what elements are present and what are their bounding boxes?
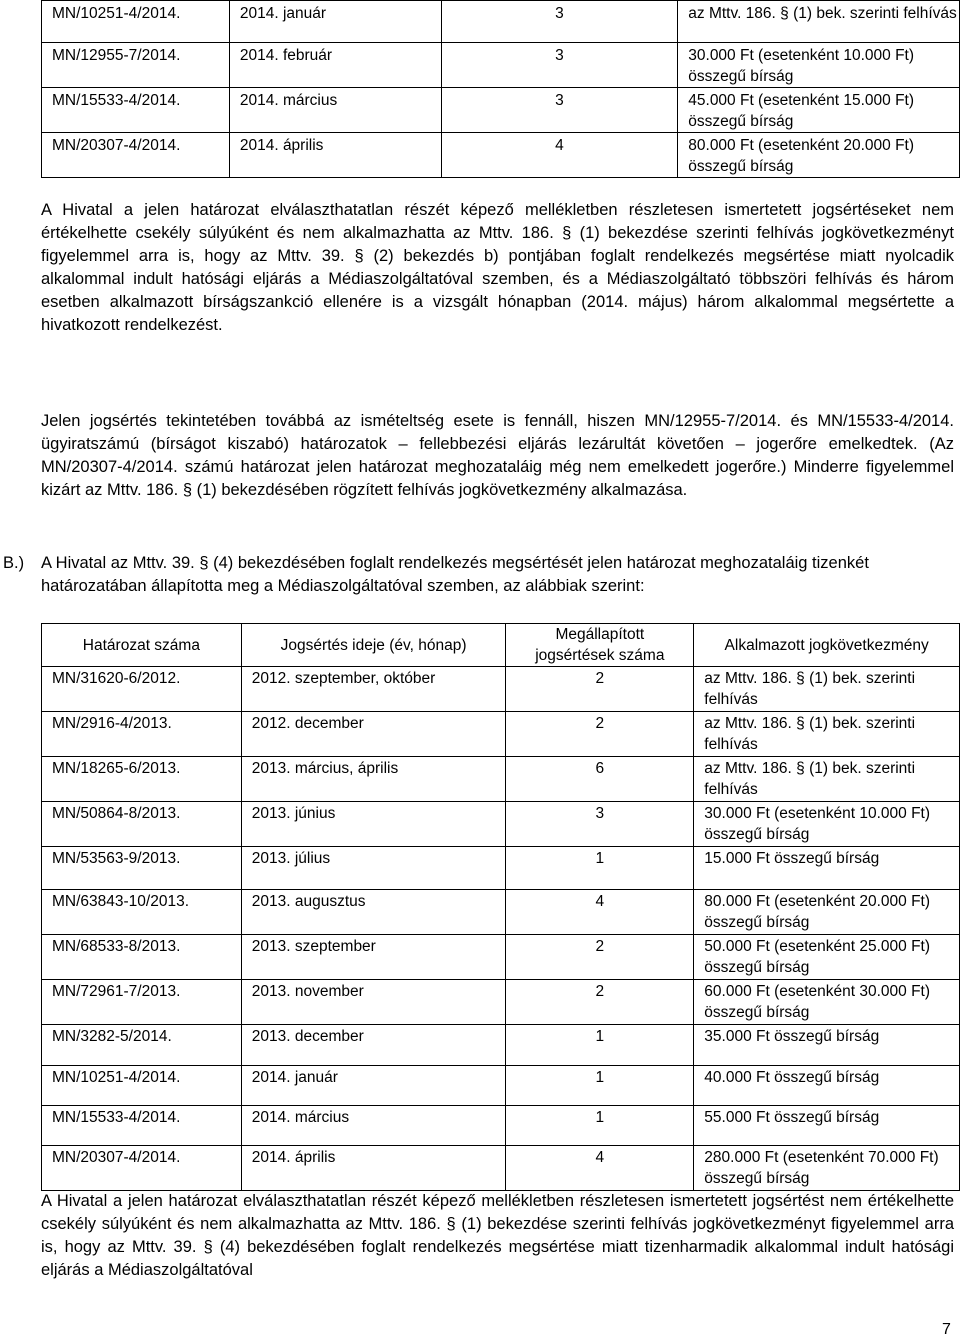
decision-number-cell: MN/20307-4/2014. — [42, 133, 230, 178]
section-b-label: B.) — [3, 554, 25, 572]
table-row — [42, 890, 960, 935]
violation-count-cell: 4 — [441, 133, 678, 178]
table-row — [42, 935, 960, 980]
table-row — [42, 1146, 960, 1191]
sanction-cell: 50.000 Ft (esetenként 25.000 Ft) összegű bírság — [694, 935, 960, 980]
decision-number-cell: MN/10251-4/2014. — [42, 1066, 242, 1106]
decision-number-cell: MN/53563-9/2013. — [42, 847, 242, 890]
violation-count-cell: 3 — [441, 1, 678, 43]
table-row — [42, 1066, 960, 1106]
period-cell: 2013. június — [241, 802, 506, 847]
violation-count-cell: 4 — [506, 890, 694, 935]
table-row — [42, 88, 960, 133]
violation-count-cell: 6 — [506, 757, 694, 802]
violation-count-cell: 3 — [441, 88, 678, 133]
sanction-cell: 80.000 Ft (esetenként 20.000 Ft) összegű bírság — [694, 890, 960, 935]
violation-count-cell: 4 — [506, 1146, 694, 1191]
period-cell: 2014. január — [229, 1, 441, 43]
decision-number-cell: MN/12955-7/2014. — [42, 43, 230, 88]
sanction-cell: 280.000 Ft (esetenként 70.000 Ft) összegű bírság — [694, 1146, 960, 1191]
violation-count-cell: 1 — [506, 1106, 694, 1146]
decision-number-cell: MN/18265-6/2013. — [42, 757, 242, 802]
decision-number-cell: MN/31620-6/2012. — [42, 667, 242, 712]
decision-number-cell: MN/3282-5/2014. — [42, 1025, 242, 1066]
period-cell: 2014. január — [241, 1066, 506, 1106]
section-b-text: A Hivatal az Mttv. 39. § (4) bekezdésében foglalt rendelkezés megsértését jelen határozat meghozataláig tizenkét határozatában állapította meg a Médiaszolgáltatóval szemben, az alábbiak szerint: — [41, 554, 869, 595]
sanction-cell: 55.000 Ft összegű bírság — [694, 1106, 960, 1146]
violation-count-cell: 1 — [506, 1066, 694, 1106]
table-row — [42, 1025, 960, 1066]
table-row — [42, 757, 960, 802]
period-cell: 2013. március, április — [241, 757, 506, 802]
decision-number-cell: MN/68533-8/2013. — [42, 935, 242, 980]
column-header-violation-count: Megállapított jogsértések száma — [506, 624, 694, 667]
sanction-cell: az Mttv. 186. § (1) bek. szerinti felhívás — [694, 712, 960, 757]
decision-number-cell: MN/10251-4/2014. — [42, 1, 230, 43]
period-cell: 2014. április — [229, 133, 441, 178]
table-row — [42, 712, 960, 757]
sanction-cell: 45.000 Ft (esetenként 15.000 Ft) összegű bírság — [678, 88, 960, 133]
table-row — [42, 802, 960, 847]
decision-number-cell: MN/50864-8/2013. — [42, 802, 242, 847]
table-row — [42, 847, 960, 890]
sanction-cell: 60.000 Ft (esetenként 30.000 Ft) összegű bírság — [694, 980, 960, 1025]
table-row — [42, 667, 960, 712]
decision-number-cell: MN/63843-10/2013. — [42, 890, 242, 935]
sanction-cell: 40.000 Ft összegű bírság — [694, 1066, 960, 1106]
sanction-cell: az Mttv. 186. § (1) bek. szerinti felhívás — [694, 667, 960, 712]
column-header-period: Jogsértés ideje (év, hónap) — [241, 624, 506, 667]
decision-number-cell: MN/15533-4/2014. — [42, 1106, 242, 1146]
violation-count-cell: 3 — [506, 802, 694, 847]
period-cell: 2014. február — [229, 43, 441, 88]
sanction-cell: 35.000 Ft összegű bírság — [694, 1025, 960, 1066]
period-cell: 2013. szeptember — [241, 935, 506, 980]
sanction-cell: az Mttv. 186. § (1) bek. szerinti felhívás — [678, 1, 960, 43]
column-header-decision-number: Határozat száma — [42, 624, 242, 667]
sanction-cell: az Mttv. 186. § (1) bek. szerinti felhívás — [694, 757, 960, 802]
decision-number-cell: MN/15533-4/2014. — [42, 88, 230, 133]
decisions-table-39-2 — [41, 0, 960, 178]
table-row — [42, 133, 960, 178]
period-cell: 2013. december — [241, 1025, 506, 1066]
sanction-cell: 30.000 Ft (esetenként 10.000 Ft) összegű bírság — [694, 802, 960, 847]
decisions-table-39-4 — [41, 623, 960, 1191]
table-row — [42, 43, 960, 88]
table-header-row — [42, 624, 960, 667]
decision-number-cell: MN/20307-4/2014. — [42, 1146, 242, 1191]
page-number: 7 — [942, 1321, 951, 1338]
period-cell: 2014. március — [229, 88, 441, 133]
period-cell: 2012. szeptember, október — [241, 667, 506, 712]
period-cell: 2013. augusztus — [241, 890, 506, 935]
sanction-cell: 80.000 Ft (esetenként 20.000 Ft) összegű bírság — [678, 133, 960, 178]
violation-count-cell: 2 — [506, 667, 694, 712]
violation-count-cell: 2 — [506, 980, 694, 1025]
paragraph-repetition: Jelen jogsértés tekintetében továbbá az ismételtség esete is fennáll, hiszen MN/12955-7/2014. és MN/15533-4/2014. ügyiratszámú (bírságot kiszabó) határozatok – fellebbezési eljárás lezárultát követően – jogerőre emelkedtek. (Az MN/20307-4/2014. számú határozat jelen határozat meghozataláig még nem emelkedett jogerőre.) Minderre figyelemmel kizárt az Mttv. 186. § (1) bekezdésében rögzített felhívás jogkövetkezmény alkalmazása. — [41, 412, 954, 499]
sanction-cell: 15.000 Ft összegű bírság — [694, 847, 960, 890]
violation-count-cell: 1 — [506, 847, 694, 890]
table-row — [42, 980, 960, 1025]
period-cell: 2012. december — [241, 712, 506, 757]
violation-count-cell: 2 — [506, 935, 694, 980]
period-cell: 2013. november — [241, 980, 506, 1025]
column-header-sanction: Alkalmazott jogkövetkezmény — [694, 624, 960, 667]
paragraph-reasoning-1: A Hivatal a jelen határozat elválaszthatatlan részét képező mellékletben részletesen ismertetett jogsértéseket nem értékelhette csekély súlyúként és nem alkalmazhatta az Mttv. 186. § (1) bekezdése szerinti felhívás jogkövetkezményt figyelemmel arra is, hogy az Mttv. 39. § (2) bekezdés b) pontjában foglalt rendelkezés megsértése miatt nyolcadik alkalommal indult hatósági eljárás a Médiaszolgáltatóval szemben, és a Médiaszolgáltató többszöri felhívás és három esetben alkalmazott bírságszankció ellenére is a vizsgált hónapban (2014. május) három alkalommal megsértette a hivatkozott rendelkezést. — [41, 201, 954, 334]
violation-count-cell: 1 — [506, 1025, 694, 1066]
decision-number-cell: MN/72961-7/2013. — [42, 980, 242, 1025]
period-cell: 2014. április — [241, 1146, 506, 1191]
violation-count-cell: 2 — [506, 712, 694, 757]
period-cell: 2013. július — [241, 847, 506, 890]
sanction-cell: 30.000 Ft (esetenként 10.000 Ft) összegű bírság — [678, 43, 960, 88]
period-cell: 2014. március — [241, 1106, 506, 1146]
decision-number-cell: MN/2916-4/2013. — [42, 712, 242, 757]
paragraph-reasoning-2: A Hivatal a jelen határozat elválaszthatatlan részét képező mellékletben részletesen ismertetett jogsértést nem értékelhette csekély súlyúként és nem alkalmazhatta az Mttv. 186. § (1) bekezdése szerinti felhívás jogkövetkezményt figyelemmel arra is, hogy az Mttv. 39. § (4) bekezdésében foglalt rendelkezés megsértése miatt tizenharmadik alkalommal indult hatósági eljárás a Médiaszolgáltatóval — [41, 1192, 954, 1279]
section-b-heading — [3, 552, 958, 598]
table-row — [42, 1106, 960, 1146]
table-row — [42, 1, 960, 43]
violation-count-cell: 3 — [441, 43, 678, 88]
